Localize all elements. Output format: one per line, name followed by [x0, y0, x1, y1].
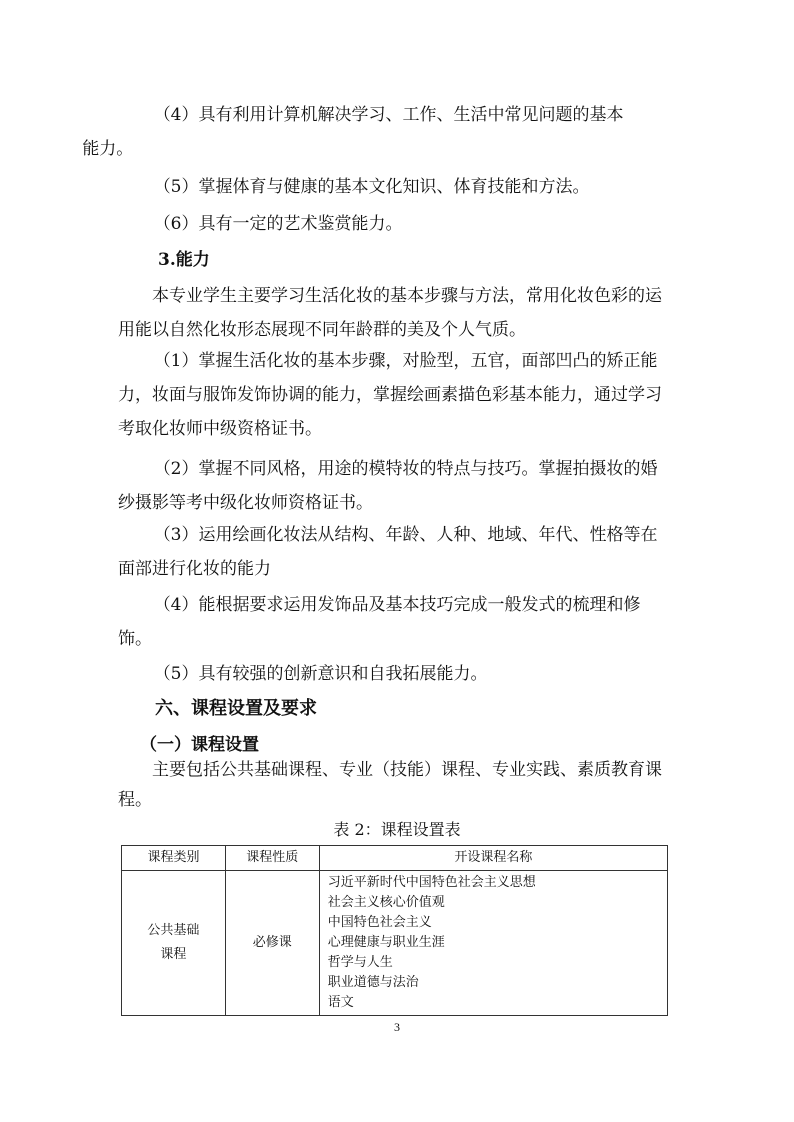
course-name: 中国特色社会主义	[327, 915, 432, 930]
course-category-text: 公共基础课程	[147, 923, 200, 962]
table-caption: 表 2：课程设置表	[333, 820, 461, 839]
header-course-nature: 课程性质	[225, 846, 319, 871]
ability-item-4: （4）能根据要求运用发饰品及基本技巧完成一般发式的梳理和修饰。	[118, 595, 641, 649]
subsection-heading-course-setup: （一）课程设置	[140, 735, 259, 755]
course-name: 心理健康与职业生涯	[327, 935, 445, 950]
ability-intro: 本专业学生主要学习生活化妆的基本步骤与方法，常用化妆色彩的运用能以自然化妆形态展现不同年龄群的美及个人气质。	[118, 286, 662, 340]
course-setup-intro: 主要包括公共基础课程、专业（技能）课程、专业实践、素质教育课程。	[118, 760, 662, 810]
course-name: 语文	[327, 995, 354, 1010]
course-name: 哲学与人生	[327, 955, 393, 970]
ability-item-1: （1）掌握生活化妆的基本步骤，对脸型，五官，面部凹凸的矫正能力，妆面与服饰发饰协调的能力，掌握绘画素描色彩基本能力，通过学习考取化妆师中级资格证书。	[118, 351, 662, 439]
ability-item-3: （3）运用绘画化妆法从结构、年龄、人种、地域、年代、性格等在面部进行化妆的能力	[118, 525, 658, 579]
course-table	[121, 845, 668, 1016]
ability-item-2: （2）掌握不同风格，用途的模特妆的特点与技巧。掌握拍摄妆的婚纱摄影等考中级化妆师资格证书。	[118, 459, 658, 513]
cell-course-category	[122, 871, 226, 1016]
course-name: 社会主义核心价值观	[327, 895, 445, 910]
paragraph-item-4-line1: （4）具有利用计算机解决学习、工作、生活中常见问题的基本	[153, 105, 624, 125]
paragraph-item-4	[82, 98, 674, 166]
cell-course-names	[319, 871, 667, 1016]
course-name: 习近平新时代中国特色社会主义思想	[327, 875, 536, 890]
course-name: 职业道德与法治	[327, 975, 419, 990]
header-course-names: 开设课程名称	[319, 846, 667, 871]
paragraph-item-5: （5）掌握体育与健康的基本文化知识、体育技能和方法。	[153, 177, 590, 197]
table-row	[122, 871, 668, 1016]
paragraph-item-6: （6）具有一定的艺术鉴赏能力。	[153, 214, 403, 234]
header-course-category: 课程类别	[122, 846, 226, 871]
page-number: 3	[394, 1020, 400, 1034]
paragraph-item-4-line2: 能力。	[82, 139, 134, 159]
ability-item-5: （5）具有较强的创新意识和自我拓展能力。	[153, 664, 488, 684]
cell-course-nature: 必修课	[225, 871, 319, 1016]
section-heading-curriculum: 六、课程设置及要求	[155, 698, 317, 719]
table-header-row	[122, 846, 668, 871]
section-heading-ability: 3.能力	[158, 250, 210, 270]
